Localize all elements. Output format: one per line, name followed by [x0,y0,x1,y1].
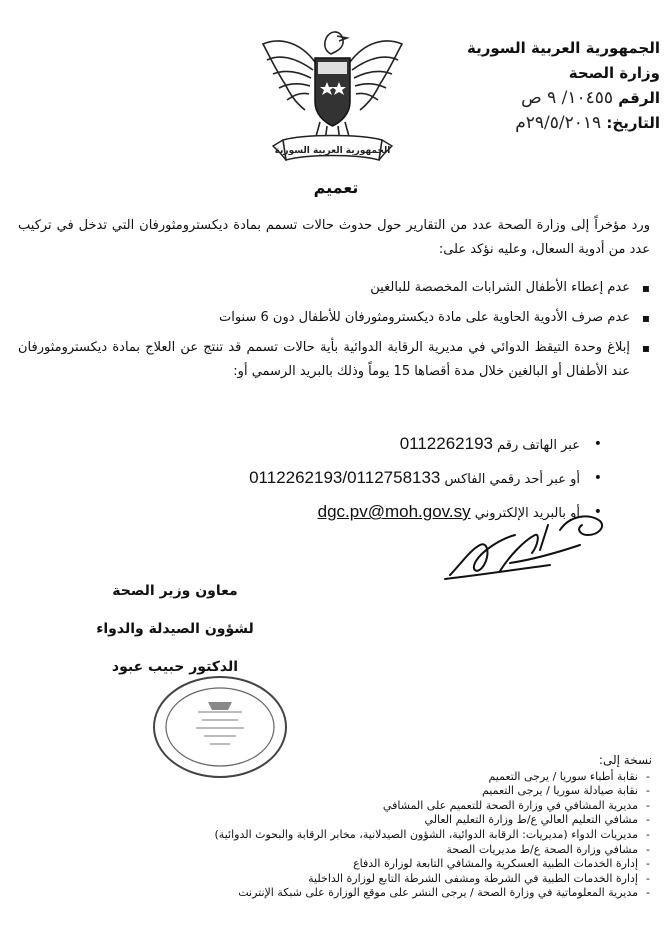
document-title: تعميم [313,178,359,197]
list-item: - نقابة أطباء سوريا / يرجى التعميم [12,770,638,785]
list-item: - إدارة الخدمات الطبية في الشرطة ومشفى الشرطة التابع لوزارة الداخلية [12,872,638,887]
ministry-name: وزارة الصحة [568,64,660,82]
list-item: ▪ إبلاغ وحدة التيقظ الدوائي في مديرية الرقابة الدوائية بأية حالات تسمم قد تنتج عن العلاج بمادة ديكسترومثورفان عند الأطفال أو البالغين خلال مدة أقصاها 15 يوماً وذلك بالبريد الرسمي أو: [18,336,630,384]
contact-email-label: أو بالبريد الإلكتروني [474,506,580,521]
list-item: - مديريات الدواء (مديريات: الرقابة الدوائية، الشؤون الصيدلانية، مخابر الرقابة والبحوث الدوائية) [12,828,638,843]
date-value: ٢٩/٥/٢٠١٩م [515,113,602,133]
contact-fax-label: أو عبر أحد رقمي الفاكس [444,472,580,487]
directive-list [18,276,652,390]
contact-fax [249,462,580,496]
handwritten-signature-icon [440,505,615,585]
reference-number: ١٠٤٥٥/ ٩ ص [521,88,614,108]
list-item: - إدارة الخدمات الطبية العسكرية والمشافي التابعة لوزارة الدفاع [12,857,638,872]
list-item: ▪ عدم صرف الأدوية الحاوية على مادة ديكسترومثورفان للأطفال دون 6 سنوات [18,306,630,330]
emblem-text: الجمهورية العربية السورية [274,146,391,156]
list-item: - مديرية المشافي في وزارة الصحة للتعميم على المشافي [12,799,638,814]
list-item: ▪ عدم إعطاء الأطفال الشرابات المخصصة للبالغين [18,276,630,300]
contact-email-link[interactable]: dgc.pv@moh.gov.sy [317,502,471,521]
reference-line [410,86,660,111]
signatory-title: معاون وزير الصحة [112,583,238,599]
syrian-eagle-emblem-icon [255,22,410,172]
contact-phone [249,428,580,462]
signatory-block [80,572,270,686]
date-line [410,111,660,136]
signatory-name: الدكتور حبيب عبود [111,659,239,675]
date-label: التاريخ: [606,114,660,132]
signatory-department: لشؤون الصيدلة والدواء [96,621,254,637]
contact-fax-value: 0112262193/0112758133 [249,468,441,487]
distribution-list [12,753,652,901]
republic-name: الجمهورية العربية السورية [467,39,660,57]
intro-paragraph: ورد مؤخراً إلى وزارة الصحة عدد من التقارير حول حدوث حالات تسمم بمادة ديكسترومثورفان التي تدخل في تركيب عدد من أدوية السعال، وعليه نؤكد على: [18,218,650,257]
list-item: - مديرية المعلوماتية في وزارة الصحة / يرجى النشر على موقع الوزارة على شبكة الإنترنت [12,886,638,901]
reference-label: الرقم [618,89,660,107]
contact-phone-value: 0112262193 [399,434,493,453]
list-item: - نقابة صيادلة سوريا / يرجى التعميم [12,784,638,799]
distribution-label: نسخة إلى: [598,753,652,767]
list-item: - مشافي التعليم العالي ع/ط وزارة التعليم العالي [12,813,638,828]
list-item: - مشافي وزارة الصحة ع/ط مديريات الصحة [12,843,638,858]
letterhead [410,36,660,136]
contact-phone-label: عبر الهاتف رقم [497,438,580,453]
